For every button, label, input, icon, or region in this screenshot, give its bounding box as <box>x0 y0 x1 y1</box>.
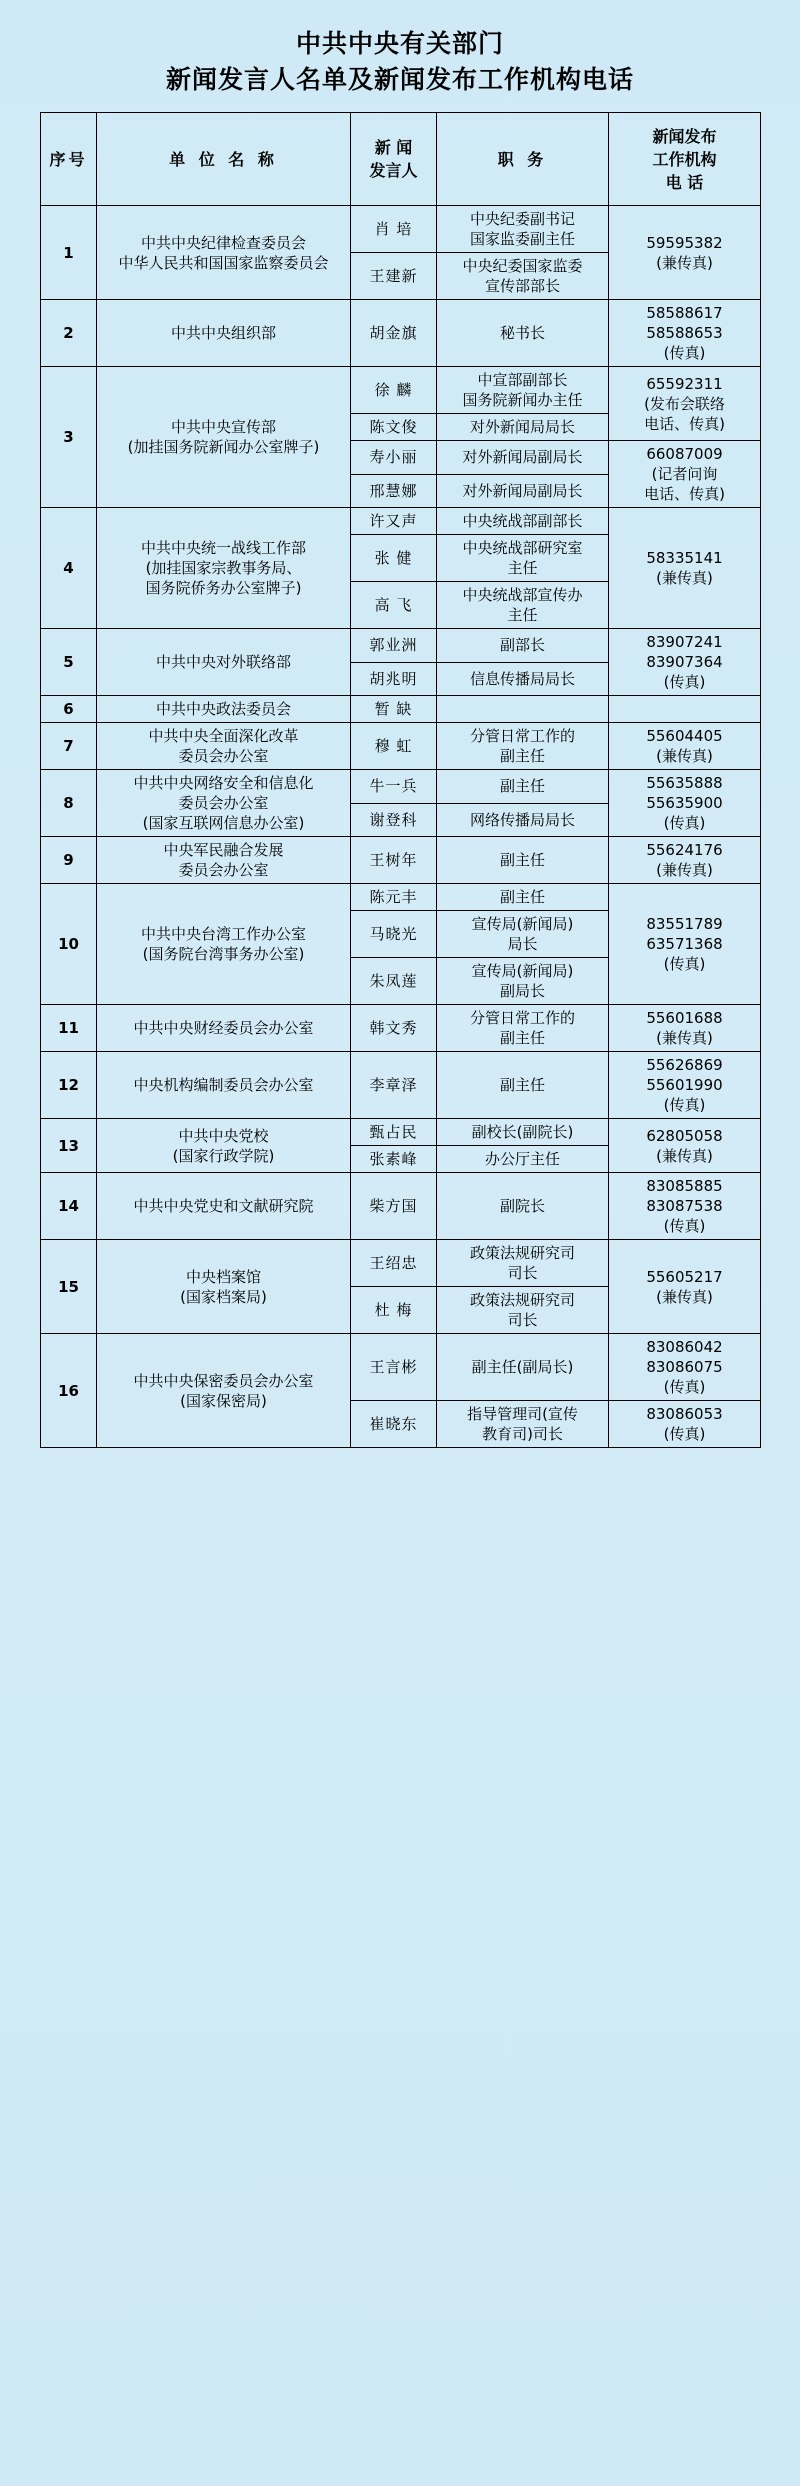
row-spokesperson-name: 王言彬 <box>351 1334 437 1401</box>
phone-line: (兼传真) <box>656 1146 713 1165</box>
phone-line: 55604405 <box>646 727 723 745</box>
row-post-title <box>437 662 609 696</box>
row-spokesperson-name: 甄占民 <box>351 1119 437 1146</box>
row-post-title <box>437 1287 609 1334</box>
phone-line: (发布会联络 <box>644 394 725 413</box>
row-unit-name <box>97 723 351 770</box>
title-line-2: 新闻发言人名单及新闻发布工作机构电话 <box>165 65 634 94</box>
post-title-line: 副主任 <box>499 747 545 765</box>
phone-line: (兼传真) <box>656 569 713 587</box>
phone-line: 83907364 <box>646 653 723 671</box>
phone-line: (传真) <box>663 955 706 973</box>
unit-name-line: 中共中央保密委员会办公室 <box>133 1371 314 1390</box>
row-spokesperson-name: 张 健 <box>351 535 437 582</box>
unit-name-line: (国务院台湾事务办公室) <box>142 945 305 963</box>
header-spokesperson-line2: 发言人 <box>369 161 418 180</box>
phone-line: (传真) <box>663 814 706 832</box>
phone-line: (传真) <box>663 1425 706 1443</box>
phone-line: 55624176 <box>646 841 723 859</box>
row-post-title <box>437 535 609 582</box>
row-spokesperson-name: 崔晓东 <box>351 1401 437 1448</box>
unit-name-line: (加挂国家宗教事务局、 <box>145 559 302 577</box>
row-unit-name <box>97 300 351 367</box>
header-spokesperson <box>351 113 437 206</box>
table-row <box>41 367 761 414</box>
row-phone <box>609 1173 761 1240</box>
phone-line: (兼传真) <box>656 1287 713 1306</box>
post-title-line: 对外新闻局局长 <box>469 418 575 436</box>
unit-name-line: 中央档案馆 <box>185 1267 261 1286</box>
post-title-line: 副主任 <box>499 1076 545 1094</box>
post-title-line: 教育司)司长 <box>482 1425 563 1443</box>
post-title-line: 网络传播局局长 <box>469 810 575 829</box>
unit-name-line: 中共中央统一战线工作部 <box>140 539 306 557</box>
post-title-line: 副主任 <box>499 851 545 869</box>
row-spokesperson-name: 郭业洲 <box>351 629 437 663</box>
row-post-title <box>437 1119 609 1146</box>
row-unit-name <box>97 770 351 837</box>
row-spokesperson-name: 张素峰 <box>351 1146 437 1173</box>
row-unit-name <box>97 1173 351 1240</box>
phone-line: 58588653 <box>646 324 723 342</box>
post-title-line: 副院长 <box>499 1197 545 1215</box>
phone-line: 83086053 <box>646 1405 723 1423</box>
unit-name-line: (国家行政学院) <box>172 1146 275 1165</box>
row-phone <box>609 1052 761 1119</box>
row-post-title <box>437 884 609 911</box>
row-spokesperson-name: 杜 梅 <box>351 1287 437 1334</box>
row-post-title <box>437 367 609 414</box>
row-phone <box>609 696 761 723</box>
post-title-line: 国家监委副主任 <box>469 230 575 248</box>
post-title-line: 副主任 <box>499 888 545 906</box>
row-unit-name <box>97 629 351 696</box>
row-phone <box>609 1005 761 1052</box>
row-phone <box>609 629 761 696</box>
phone-line: 55601688 <box>646 1009 723 1027</box>
post-title-line: 中央纪委国家监委 <box>462 257 583 275</box>
row-spokesperson-name: 李章泽 <box>351 1052 437 1119</box>
unit-name-line: 中共中央台湾工作办公室 <box>140 925 306 943</box>
row-sequence-number: 6 <box>41 696 97 723</box>
row-post-title <box>437 803 609 837</box>
table-row <box>41 1173 761 1240</box>
row-sequence-number: 8 <box>41 770 97 837</box>
phone-line: (兼传真) <box>656 861 713 879</box>
phone-line: 电话、传真) <box>644 414 725 433</box>
table-row <box>41 723 761 770</box>
table-row <box>41 1119 761 1146</box>
row-spokesperson-name: 暂 缺 <box>351 696 437 723</box>
row-unit-name <box>97 837 351 884</box>
phone-line: 63571368 <box>646 935 723 953</box>
row-post-title <box>437 441 609 475</box>
row-spokesperson-name: 陈元丰 <box>351 884 437 911</box>
table-row <box>41 300 761 367</box>
unit-name-line: 中华人民共和国国家监察委员会 <box>118 253 329 272</box>
row-unit-name <box>97 206 351 300</box>
row-sequence-number: 4 <box>41 508 97 629</box>
post-title-line: 副局长 <box>499 982 545 1000</box>
table-row <box>41 206 761 253</box>
row-post-title <box>437 508 609 535</box>
unit-name-line: 中共中央对外联络部 <box>155 653 291 671</box>
post-title-line: 政策法规研究司 <box>469 1291 575 1309</box>
row-post-title <box>437 1052 609 1119</box>
post-title-line: 副主任(副局长) <box>471 1358 574 1376</box>
phone-line: 83085885 <box>646 1177 723 1195</box>
unit-name-line: 中央军民融合发展 <box>163 841 284 859</box>
row-phone <box>609 1119 761 1173</box>
row-sequence-number: 14 <box>41 1173 97 1240</box>
header-post: 职 务 <box>437 113 609 206</box>
unit-name-line: 委员会办公室 <box>178 861 269 879</box>
row-phone <box>609 837 761 884</box>
row-unit-name <box>97 1240 351 1334</box>
unit-name-line: 中共中央宣传部 <box>170 418 276 436</box>
row-post-title <box>437 723 609 770</box>
row-phone <box>609 300 761 367</box>
table-container <box>40 112 760 1448</box>
row-post-title <box>437 696 609 723</box>
row-unit-name <box>97 1119 351 1173</box>
post-title-line: 分管日常工作的 <box>469 1009 575 1027</box>
table-row <box>41 1240 761 1287</box>
phone-line: (传真) <box>663 1378 706 1396</box>
row-phone <box>609 770 761 837</box>
post-title-line: 秘书长 <box>499 324 545 342</box>
phone-line: 55605217 <box>646 1267 723 1286</box>
row-spokesperson-name: 徐 麟 <box>351 367 437 414</box>
row-spokesperson-name: 胡金旗 <box>351 300 437 367</box>
phone-line: 55626869 <box>646 1056 723 1074</box>
header-seq: 序号 <box>41 113 97 206</box>
phone-line: 65592311 <box>646 374 723 393</box>
header-unit: 单 位 名 称 <box>97 113 351 206</box>
row-post-title <box>437 1173 609 1240</box>
row-sequence-number: 2 <box>41 300 97 367</box>
row-sequence-number: 13 <box>41 1119 97 1173</box>
row-post-title <box>437 911 609 958</box>
row-post-title <box>437 1334 609 1401</box>
header-phone-line3: 电 话 <box>665 172 704 192</box>
post-title-line: 副校长(副院长) <box>471 1123 574 1141</box>
header-spokesperson-line1: 新 闻 <box>374 138 413 157</box>
phone-line: 83087538 <box>646 1197 723 1215</box>
phone-line: 58335141 <box>646 549 723 567</box>
table-row <box>41 770 761 804</box>
row-spokesperson-name: 王建新 <box>351 253 437 300</box>
unit-name-line: 中共中央党史和文献研究院 <box>133 1197 314 1215</box>
title-line-1: 中共中央有关部门 <box>295 29 504 58</box>
post-title-line: 宣传局(新闻局) <box>471 915 574 933</box>
row-unit-name <box>97 696 351 723</box>
row-spokesperson-name: 韩文秀 <box>351 1005 437 1052</box>
post-title-line: 主任 <box>507 559 538 577</box>
row-phone <box>609 884 761 1005</box>
unit-name-line: (国家保密局) <box>180 1391 267 1410</box>
post-title-line: 对外新闻局副局长 <box>462 448 583 467</box>
row-phone <box>609 508 761 629</box>
table-header-row <box>41 113 761 206</box>
row-post-title <box>437 474 609 508</box>
unit-name-line: 中共中央财经委员会办公室 <box>133 1019 314 1037</box>
post-title-line: 司长 <box>507 1311 538 1329</box>
post-title-line: 信息传播局局长 <box>469 669 575 688</box>
row-post-title <box>437 629 609 663</box>
row-unit-name <box>97 1052 351 1119</box>
row-sequence-number: 12 <box>41 1052 97 1119</box>
unit-name-line: 中共中央纪律检查委员会 <box>140 233 306 252</box>
post-title-line: 中央统战部副部长 <box>462 512 583 530</box>
document-title <box>0 0 800 112</box>
row-spokesperson-name: 柴方国 <box>351 1173 437 1240</box>
row-spokesperson-name: 马晓光 <box>351 911 437 958</box>
table-row <box>41 1334 761 1401</box>
row-post-title <box>437 582 609 629</box>
row-spokesperson-name: 邢慧娜 <box>351 474 437 508</box>
header-phone-line1: 新闻发布 <box>652 126 717 146</box>
post-title-line: 宣传部部长 <box>484 277 560 295</box>
phone-line: (传真) <box>663 1217 706 1235</box>
row-phone <box>609 723 761 770</box>
row-unit-name <box>97 367 351 508</box>
phone-line: 电话、传真) <box>644 485 725 503</box>
unit-name-line: 委员会办公室 <box>178 794 269 812</box>
row-post-title <box>437 1401 609 1448</box>
table-row <box>41 696 761 723</box>
post-title-line: 国务院新闻办主任 <box>462 391 583 409</box>
row-sequence-number: 3 <box>41 367 97 508</box>
phone-line: 83086075 <box>646 1358 723 1376</box>
phone-line: 83551789 <box>646 915 723 933</box>
row-spokesperson-name: 王绍忠 <box>351 1240 437 1287</box>
row-post-title <box>437 253 609 300</box>
row-post-title <box>437 414 609 441</box>
phone-line: 66087009 <box>646 445 723 463</box>
row-spokesperson-name: 高 飞 <box>351 582 437 629</box>
post-title-line: 主任 <box>507 606 538 624</box>
row-unit-name <box>97 1005 351 1052</box>
post-title-line: 办公厅主任 <box>484 1150 560 1168</box>
row-spokesperson-name: 牛一兵 <box>351 770 437 804</box>
unit-name-line: (国家互联网信息办公室) <box>142 814 305 832</box>
row-phone <box>609 367 761 441</box>
row-sequence-number: 1 <box>41 206 97 300</box>
row-unit-name <box>97 508 351 629</box>
post-title-line: 中央统战部宣传办 <box>462 586 583 604</box>
row-phone <box>609 206 761 300</box>
unit-name-line: (加挂国务院新闻办公室牌子) <box>127 438 320 456</box>
post-title-line: 副部长 <box>499 636 545 655</box>
header-phone-line2: 工作机构 <box>652 149 717 169</box>
post-title-line: 对外新闻局副局长 <box>462 481 583 500</box>
post-title-line: 中央统战部研究室 <box>462 539 583 557</box>
row-post-title <box>437 206 609 253</box>
table-row <box>41 884 761 911</box>
post-title-line: 副主任 <box>499 777 545 796</box>
phone-line: (兼传真) <box>656 747 713 765</box>
row-spokesperson-name: 肖 培 <box>351 206 437 253</box>
row-post-title <box>437 1005 609 1052</box>
post-title-line: 中央纪委副书记 <box>469 210 575 228</box>
row-spokesperson-name: 寿小丽 <box>351 441 437 475</box>
table-row <box>41 508 761 535</box>
unit-name-line: 中共中央政法委员会 <box>155 700 291 718</box>
row-spokesperson-name: 王树年 <box>351 837 437 884</box>
post-title-line: 宣传局(新闻局) <box>471 962 574 980</box>
phone-line: (传真) <box>663 344 706 362</box>
phone-line: 83907241 <box>646 633 723 651</box>
row-unit-name <box>97 884 351 1005</box>
row-phone <box>609 1240 761 1334</box>
phone-line: 58588617 <box>646 304 723 322</box>
row-phone <box>609 1334 761 1401</box>
unit-name-line: 国务院侨务办公室牌子) <box>145 579 302 597</box>
unit-name-line: (国家档案局) <box>180 1287 267 1306</box>
phone-line: 62805058 <box>646 1126 723 1145</box>
phone-line: (传真) <box>663 1096 706 1114</box>
post-title-line: 指导管理司(宣传 <box>467 1405 578 1423</box>
row-spokesperson-name: 陈文俊 <box>351 414 437 441</box>
row-phone <box>609 1401 761 1448</box>
row-post-title <box>437 1240 609 1287</box>
phone-line: 55635900 <box>646 794 723 812</box>
row-post-title <box>437 958 609 1005</box>
row-sequence-number: 11 <box>41 1005 97 1052</box>
table-body <box>41 206 761 1448</box>
table-row <box>41 837 761 884</box>
unit-name-line: 中共中央党校 <box>178 1126 269 1145</box>
phone-line: (兼传真) <box>656 253 713 272</box>
spokesperson-table <box>40 112 761 1448</box>
row-post-title <box>437 770 609 804</box>
table-row <box>41 629 761 663</box>
row-sequence-number: 9 <box>41 837 97 884</box>
row-sequence-number: 10 <box>41 884 97 1005</box>
row-spokesperson-name: 胡兆明 <box>351 662 437 696</box>
row-sequence-number: 15 <box>41 1240 97 1334</box>
row-spokesperson-name: 穆 虹 <box>351 723 437 770</box>
post-title-line: 政策法规研究司 <box>469 1244 575 1262</box>
row-spokesperson-name: 朱凤莲 <box>351 958 437 1005</box>
phone-line: 59595382 <box>646 233 723 252</box>
unit-name-line: 中共中央全面深化改革 <box>148 727 299 745</box>
phone-line: (传真) <box>663 673 706 691</box>
unit-name-line: 中共中央网络安全和信息化 <box>133 774 314 792</box>
row-spokesperson-name: 许又声 <box>351 508 437 535</box>
unit-name-line: 中共中央组织部 <box>170 324 276 342</box>
table-row <box>41 1005 761 1052</box>
phone-line: 83086042 <box>646 1338 723 1356</box>
row-sequence-number: 5 <box>41 629 97 696</box>
row-unit-name <box>97 1334 351 1448</box>
post-title-line: 中宣部副部长 <box>477 371 568 389</box>
header-phone <box>609 113 761 206</box>
row-sequence-number: 7 <box>41 723 97 770</box>
table-row <box>41 1052 761 1119</box>
row-spokesperson-name: 谢登科 <box>351 803 437 837</box>
phone-line: 55635888 <box>646 774 723 792</box>
row-post-title <box>437 300 609 367</box>
row-phone <box>609 441 761 508</box>
unit-name-line: 中央机构编制委员会办公室 <box>133 1076 314 1094</box>
unit-name-line: 委员会办公室 <box>178 747 269 765</box>
post-title-line: 分管日常工作的 <box>469 727 575 745</box>
post-title-line: 副主任 <box>499 1029 545 1047</box>
post-title-line: 司长 <box>507 1264 538 1282</box>
row-sequence-number: 16 <box>41 1334 97 1448</box>
phone-line: 55601990 <box>646 1076 723 1094</box>
row-post-title <box>437 837 609 884</box>
phone-line: (记者问询 <box>651 465 718 483</box>
row-post-title <box>437 1146 609 1173</box>
phone-line: (兼传真) <box>656 1029 713 1047</box>
post-title-line: 局长 <box>507 935 538 953</box>
